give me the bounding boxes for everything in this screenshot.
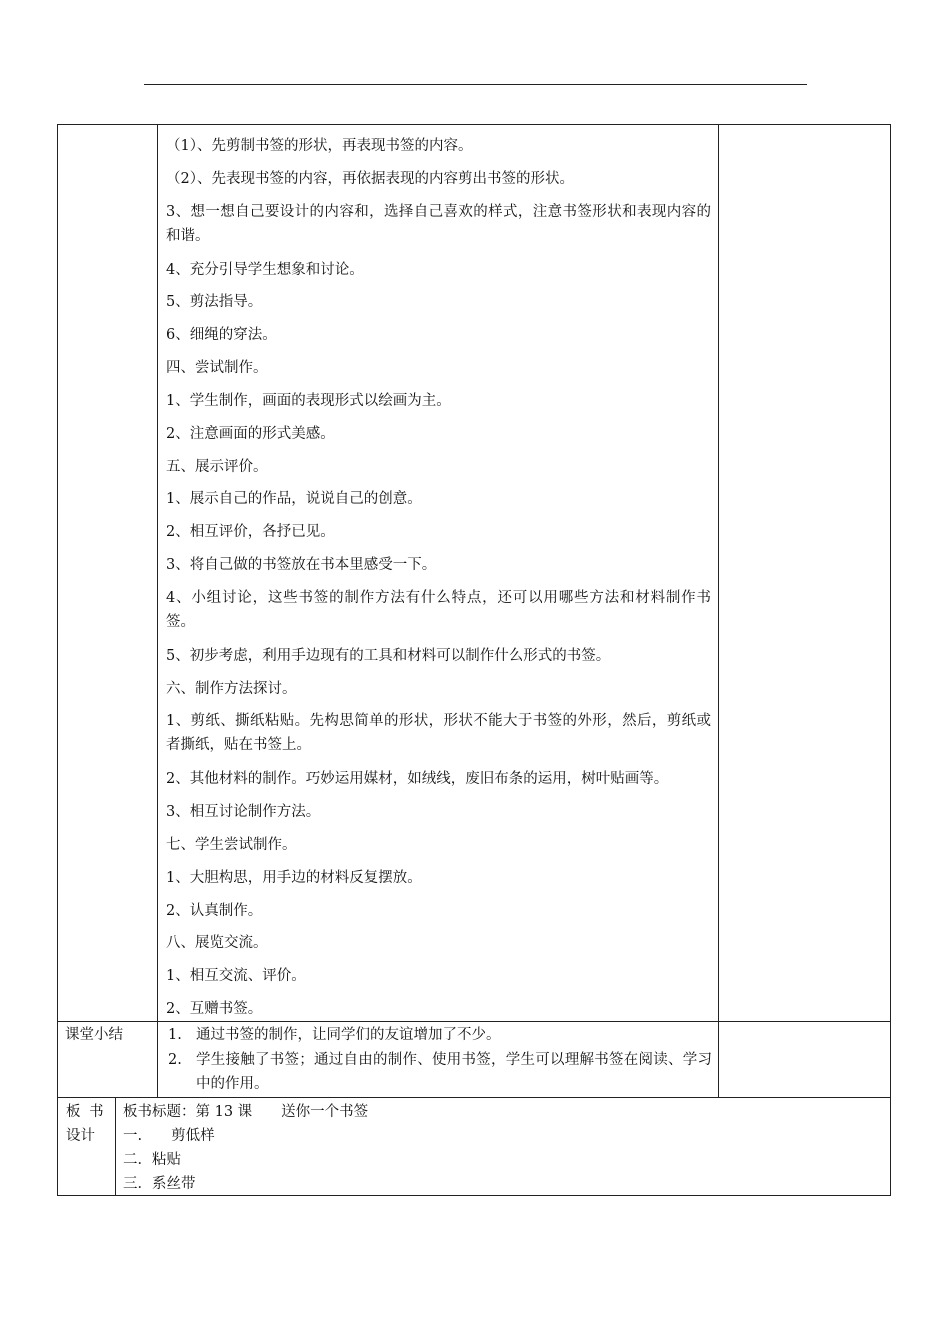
- process-heading: 七、学生尝试制作。: [166, 837, 297, 853]
- board-label: 板 书: [66, 1104, 106, 1120]
- process-line: 4、小组讨论，这些书签的制作方法有什么特点，还可以用哪些方法和材料制作书签。: [166, 590, 711, 630]
- process-line: 2、其他材料的制作。巧妙运用媒材，如绒线，废旧布条的运用，树叶贴画等。: [166, 771, 669, 787]
- process-heading: 八、展览交流。: [166, 935, 268, 951]
- process-line: 2、认真制作。: [166, 903, 263, 919]
- process-line: 2、注意画面的形式美感。: [166, 426, 335, 442]
- process-line: 3、想一想自己要设计的内容和，选择自己喜欢的样式，注意书签形状和表现内容的和谐。: [166, 204, 711, 244]
- board-title: 板书标题：第 13 课 送你一个书签: [123, 1104, 369, 1120]
- process-line: （2）、先表现书签的内容，再依据表现的内容剪出书签的形状。: [166, 171, 574, 187]
- process-heading: 四、尝试制作。: [166, 360, 268, 376]
- header-rule: [144, 84, 807, 85]
- board-line: 三．系丝带: [123, 1176, 196, 1192]
- summary-item-number: 1.: [168, 1027, 182, 1043]
- summary-item: 通过书签的制作，让同学们的友谊增加了不少。: [196, 1027, 501, 1043]
- process-line: 1、展示自己的作品，说说自己的创意。: [166, 491, 422, 507]
- process-line: 1、学生制作，画面的表现形式以绘画为主。: [166, 393, 451, 409]
- row-divider-summary: [57, 1021, 891, 1022]
- process-line: 6、细绳的穿法。: [166, 327, 277, 343]
- summary-item-number: 2.: [168, 1052, 182, 1068]
- board-line: 一. 剪低样: [123, 1128, 215, 1144]
- process-line: 2、互赠书签。: [166, 1001, 263, 1017]
- process-line: 1、相互交流、评价。: [166, 968, 306, 984]
- process-line: （1）、先剪制书签的形状，再表现书签的内容。: [166, 138, 473, 154]
- board-line: 二．粘贴: [123, 1152, 181, 1168]
- process-line: 2、相互评价，各抒已见。: [166, 524, 335, 540]
- process-line: 5、初步考虑，利用手边现有的工具和材料可以制作什么形式的书签。: [166, 648, 611, 664]
- process-line: 1、剪纸、撕纸粘贴。先构思简单的形状，形状不能大于书签的外形，然后，剪纸或者撕纸，贴在书签上。: [166, 713, 711, 753]
- column-divider-1: [157, 124, 158, 1098]
- process-line: 4、充分引导学生想象和讨论。: [166, 262, 364, 278]
- summary-item: 学生接触了书签；通过自由的制作、使用书签，学生可以理解书签在阅读、学习中的作用。: [196, 1052, 712, 1092]
- summary-label: 课堂小结: [65, 1027, 123, 1043]
- process-line: 5、剪法指导。: [166, 294, 263, 310]
- process-line: 1、大胆构思，用手边的材料反复摆放。: [166, 870, 422, 886]
- process-line: 3、将自己做的书签放在书本里感受一下。: [166, 557, 437, 573]
- board-column-divider: [115, 1097, 116, 1196]
- column-divider-2: [718, 124, 719, 1098]
- row-divider-board: [57, 1097, 891, 1098]
- process-heading: 五、展示评价。: [166, 459, 268, 475]
- board-label: 设计: [66, 1128, 95, 1144]
- process-heading: 六、制作方法探讨。: [166, 681, 297, 697]
- process-line: 3、相互讨论制作方法。: [166, 804, 321, 820]
